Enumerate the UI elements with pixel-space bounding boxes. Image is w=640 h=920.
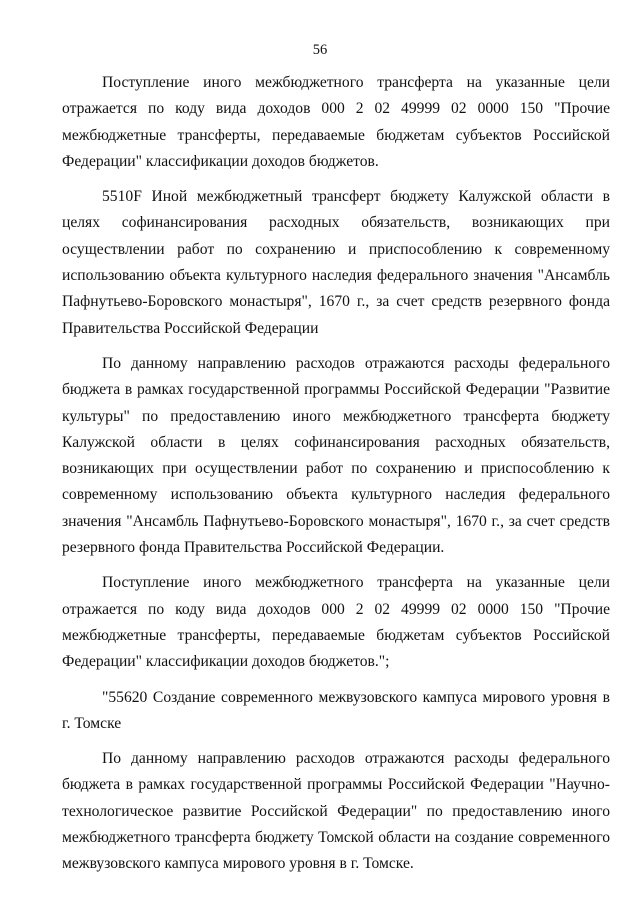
paragraph-transfer-revenue-code: Поступление иного межбюджетного трансферта на указанные цели отражается по коду вида доходов 000 2 02 49999 02 0000 150 "Прочие межбюджетные трансферты, передаваемые бюджетам субъектов Российской Федерации" классификации доходов бюджетов.	[62, 74, 610, 170]
page-number: 56	[312, 42, 328, 58]
paragraph-55620-heading: "55620 Создание современного межвузовского кампуса мирового уровня в г. Томске	[62, 688, 610, 732]
paragraph-55620-description: По данному направлению расходов отражаются расходы федерального бюджета в рамках государственной программы Российской Федерации "Научно-технологическое развитие Российской Федерации" по предоставлению иного межбюджетного трансферта бюджету Томской области на создание современного межвузовского кампуса мирового уровня в г. Томске.	[62, 750, 610, 873]
paragraph-5510f-heading: 5510F Иной межбюджетный трансферт бюджету Калужской области в целях софинансирования расходных обязательств, возникающих при осуществлении работ по сохранению и приспособлению к современному использованию объекта культурного наследия федерального значения "Ансамбль Пафнутьево-Боровского монастыря", 1670 г., за счет средств резервного фонда Правительства Российской Федерации	[62, 188, 610, 337]
document-body	[62, 70, 610, 878]
paragraph-5510f-description: По данному направлению расходов отражаются расходы федерального бюджета в рамках государственной программы Российской Федерации "Развитие культуры" по предоставлению иного межбюджетного трансферта бюджету Калужской области в целях софинансирования расходных обязательств, возникающих при осуществлении работ по сохранению и приспособлению к современному использованию объекта культурного наследия федерального значения "Ансамбль Пафнутьево-Боровского монастыря", 1670 г., за счет средств резервного фонда Правительства Российской Федерации.	[62, 354, 610, 557]
paragraph-transfer-revenue-code-repeat: Поступление иного межбюджетного трансферта на указанные цели отражается по коду вида доходов 000 2 02 49999 02 0000 150 "Прочие межбюджетные трансферты, передаваемые бюджетам субъектов Российской Федерации" классификации доходов бюджетов.";	[62, 574, 610, 671]
